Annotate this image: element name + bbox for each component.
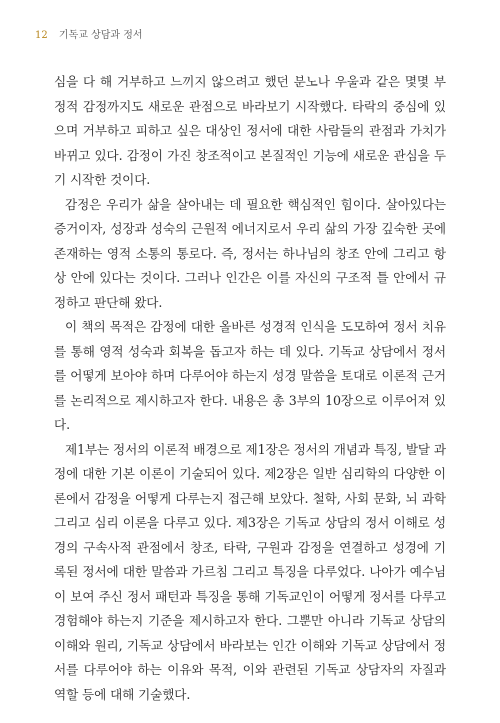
body-text xyxy=(54,70,446,707)
paragraph-4: 제1부는 정서의 이론적 배경으로 제1장은 정서의 개념과 특징, 발달 과정에 대한 기본 이론이 기술되어 있다. 제2장은 일반 심리학의 다양한 이론에서 감정을 어떻게 다루는지 접근해 보았다. 철학, 사회 문화, 뇌 과학 그리고 심리 이론을 다루고 있다. 제3장은 기독교 상담의 정서 이해로 성경의 구속사적 관점에서 창조, 타락, 구원과 감정을 연결하고 성경에 기록된 정서에 대한 말씀과 가르침 그리고 특징을 다루었다. 나아가 예수님이 보여 주신 정서 패턴과 특징을 통해 기독교인이 어떻게 정서를 다루고 경험해야 하는지 기준을 제시하고자 한다. 그뿐만 아니라 기독교 상담의 이해와 원리, 기독교 상담에서 바라보는 인간 이해와 기독교 상담에서 정서를 다루어야 하는 이유와 목적, 이와 관련된 기독교 상담자의 자질과 역할 등에 대해 기술했다. xyxy=(54,441,446,702)
paragraph-2: 감정은 우리가 삶을 살아내는 데 필요한 핵심적인 힘이다. 살아있다는 증거이자, 성장과 성숙의 근원적 에너지로서 우리 삶의 가장 깊숙한 곳에 존재하는 영적 소통의 통로다. 즉, 정서는 하나님의 창조 안에 그리고 항상 안에 있다는 것이다. 그러나 인간은 이를 자신의 구조적 틀 안에서 규정하고 판단해 왔다. xyxy=(54,196,446,310)
page-number: 12 xyxy=(35,30,48,41)
running-header xyxy=(35,30,143,42)
paragraph-3: 이 책의 목적은 감정에 대한 올바른 성경적 인식을 도모하여 정서 치유를 통해 영적 성숙과 회복을 돕고자 하는 데 있다. 기독교 상담에서 정서를 어떻게 보아야 하며 다루어야 하는지 성경 말씀을 토대로 이론적 근거를 논리적으로 제시하고자 한다. 내용은 총 3부의 10장으로 이루어져 있다. xyxy=(54,319,446,432)
book-title: 기독교 상담과 정서 xyxy=(58,30,143,41)
paragraph-1: 심을 다 해 거부하고 느끼지 않으려고 했던 분노나 우울과 같은 몇몇 부정적 감정까지도 새로운 관점으로 바라보기 시작했다. 타락의 중심에 있으며 거부하고 피하고 싶은 대상인 정서에 대한 사람들의 관점과 가치가 바뀌고 있다. 감정이 가진 창조적이고 본질적인 기능에 새로운 관심을 두기 시작한 것이다. xyxy=(54,74,446,187)
